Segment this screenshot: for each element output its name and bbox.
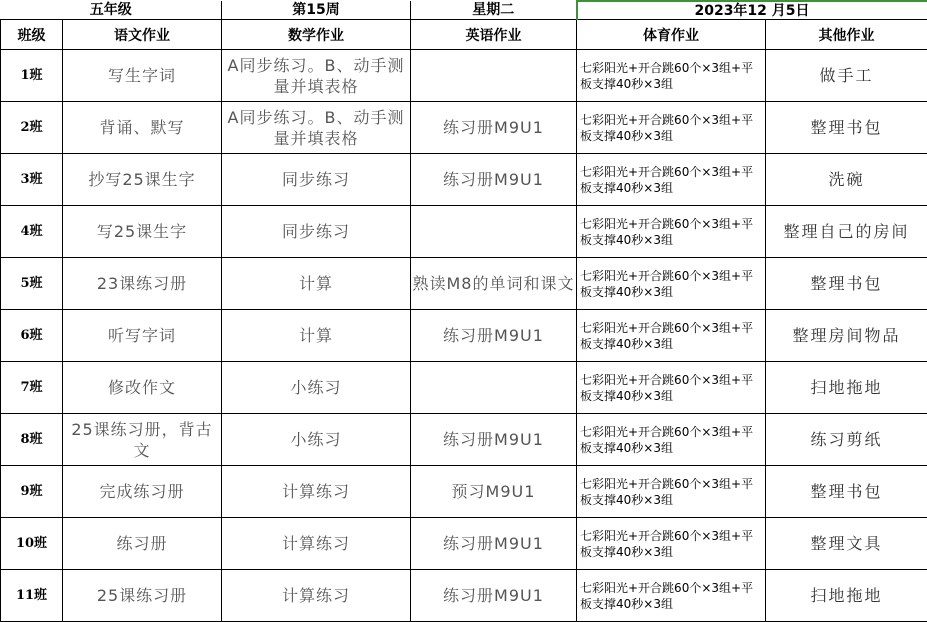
math-cell: 同步练习: [222, 206, 411, 258]
pe-cell: 七彩阳光+开合跳60个×3组+平板支撑40秒×3组: [577, 258, 766, 310]
class-cell: 10班: [1, 518, 63, 570]
class-cell: 7班: [1, 362, 63, 414]
class-cell: 2班: [1, 102, 63, 154]
pe-cell: 七彩阳光+开合跳60个×3组+平板支撑40秒×3组: [577, 362, 766, 414]
table-row: [1, 466, 927, 518]
class-cell: 5班: [1, 258, 63, 310]
table-row: [1, 154, 927, 206]
other-cell: 整理书包: [766, 102, 927, 154]
header-pe: 体育作业: [577, 20, 766, 50]
class-cell: 3班: [1, 154, 63, 206]
table-row: [1, 362, 927, 414]
table-row: [1, 310, 927, 362]
other-cell: 做手工: [766, 50, 927, 102]
class-cell: 1班: [1, 50, 63, 102]
other-cell: 扫地拖地: [766, 362, 927, 414]
english-cell: 预习M9U1: [411, 466, 577, 518]
math-cell: A同步练习。B、动手测量并填表格: [222, 50, 411, 102]
table-row: [1, 258, 927, 310]
table-row: [1, 414, 927, 466]
chinese-cell: 25课练习册: [63, 570, 222, 622]
english-cell: 练习册M9U1: [411, 102, 577, 154]
math-cell: 同步练习: [222, 154, 411, 206]
math-cell: 小练习: [222, 414, 411, 466]
table-row: [1, 518, 927, 570]
header-class: 班级: [1, 20, 63, 50]
pe-cell: 七彩阳光+开合跳60个×3组+平板支撑40秒×3组: [577, 50, 766, 102]
chinese-cell: 完成练习册: [63, 466, 222, 518]
chinese-cell: 23课练习册: [63, 258, 222, 310]
chinese-cell: 25课练习册，背古文: [63, 414, 222, 466]
math-cell: A同步练习。B、动手测量并填表格: [222, 102, 411, 154]
other-cell: 整理自己的房间: [766, 206, 927, 258]
english-cell: [411, 206, 577, 258]
week-title: 第15周: [222, 1, 411, 20]
math-cell: 计算: [222, 258, 411, 310]
class-cell: 8班: [1, 414, 63, 466]
title-row: [1, 1, 927, 20]
other-cell: 整理书包: [766, 466, 927, 518]
english-cell: 练习册M9U1: [411, 310, 577, 362]
table-row: [1, 206, 927, 258]
english-cell: 练习册M9U1: [411, 518, 577, 570]
other-cell: 练习剪纸: [766, 414, 927, 466]
pe-cell: 七彩阳光+开合跳60个×3组+平板支撑40秒×3组: [577, 570, 766, 622]
class-cell: 9班: [1, 466, 63, 518]
english-cell: [411, 362, 577, 414]
chinese-cell: 抄写25课生字: [63, 154, 222, 206]
other-cell: 整理书包: [766, 258, 927, 310]
english-cell: [411, 50, 577, 102]
chinese-cell: 听写字词: [63, 310, 222, 362]
english-cell: 练习册M9U1: [411, 154, 577, 206]
weekday-title: 星期二: [411, 1, 577, 20]
pe-cell: 七彩阳光+开合跳60个×3组+平板支撑40秒×3组: [577, 466, 766, 518]
class-cell: 11班: [1, 570, 63, 622]
math-cell: 小练习: [222, 362, 411, 414]
table-row: [1, 570, 927, 622]
grade-title: 五年级: [1, 1, 222, 20]
pe-cell: 七彩阳光+开合跳60个×3组+平板支撑40秒×3组: [577, 310, 766, 362]
english-cell: 练习册M9U1: [411, 414, 577, 466]
header-english: 英语作业: [411, 20, 577, 50]
pe-cell: 七彩阳光+开合跳60个×3组+平板支撑40秒×3组: [577, 154, 766, 206]
chinese-cell: 背诵、默写: [63, 102, 222, 154]
header-chinese: 语文作业: [63, 20, 222, 50]
header-row: [1, 20, 927, 50]
header-math: 数学作业: [222, 20, 411, 50]
other-cell: 整理房间物品: [766, 310, 927, 362]
other-cell: 洗碗: [766, 154, 927, 206]
table-row: [1, 50, 927, 102]
math-cell: 计算: [222, 310, 411, 362]
english-cell: 练习册M9U1: [411, 570, 577, 622]
chinese-cell: 修改作文: [63, 362, 222, 414]
class-cell: 4班: [1, 206, 63, 258]
math-cell: 计算练习: [222, 518, 411, 570]
table-row: [1, 102, 927, 154]
math-cell: 计算练习: [222, 570, 411, 622]
pe-cell: 七彩阳光+开合跳60个×3组+平板支撑40秒×3组: [577, 102, 766, 154]
class-cell: 6班: [1, 310, 63, 362]
math-cell: 计算练习: [222, 466, 411, 518]
chinese-cell: 写生字词: [63, 50, 222, 102]
chinese-cell: 练习册: [63, 518, 222, 570]
pe-cell: 七彩阳光+开合跳60个×3组+平板支撑40秒×3组: [577, 206, 766, 258]
other-cell: 扫地拖地: [766, 570, 927, 622]
date-title: 2023年12 月5日: [577, 1, 927, 20]
pe-cell: 七彩阳光+开合跳60个×3组+平板支撑40秒×3组: [577, 518, 766, 570]
english-cell: 熟读M8的单词和课文: [411, 258, 577, 310]
pe-cell: 七彩阳光+开合跳60个×3组+平板支撑40秒×3组: [577, 414, 766, 466]
chinese-cell: 写25课生字: [63, 206, 222, 258]
header-other: 其他作业: [766, 20, 927, 50]
other-cell: 整理文具: [766, 518, 927, 570]
